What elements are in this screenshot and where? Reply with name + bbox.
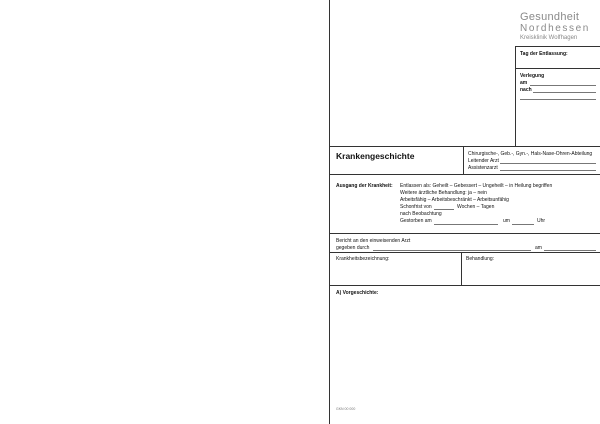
assistant-physician-field[interactable] [500, 170, 596, 171]
header-divider [463, 146, 464, 174]
outcome-died-um-label: um [503, 218, 510, 224]
chief-physician-field[interactable] [500, 163, 596, 164]
header-top-rule [329, 146, 600, 147]
report-am-label: am [535, 245, 542, 251]
form-code: GKN 00 000 [336, 407, 356, 411]
outcome-further-treatment: Weitere ärztliche Behandlung: ja – nein [400, 190, 487, 196]
transfer-nach-field[interactable] [533, 92, 596, 93]
transfer-am-label: am [520, 80, 528, 86]
info-box-divider [515, 46, 516, 146]
department-text: Chirurgische-, Geb.-, Gyn.-, Hals-Nase-Ohren-Abteilung [468, 151, 593, 157]
diagnosis-treatment-divider [461, 252, 462, 285]
report-label: Bericht an den einweisenden Arzt [336, 238, 411, 244]
died-on-date-field[interactable] [434, 224, 498, 225]
transfer-label: Verlegung [520, 73, 545, 79]
logo [520, 11, 600, 42]
logo-line-3: Kreisklinik Wolfhagen [520, 35, 578, 41]
assistant-physician-label: Assistenzarzt [468, 165, 498, 171]
outcome-observation: nach Beobachtung [400, 211, 442, 217]
info-box-top [515, 46, 600, 47]
logo-line-2: Nordhessen [520, 23, 590, 34]
outcome-work-ability: Arbeitsfähig – Arbeitsbeschränkt – Arbeitsunfähig [400, 197, 509, 203]
history-label: A) Vorgeschichte: [336, 290, 379, 296]
chief-physician-label: Leitender Arzt [468, 158, 499, 164]
transfer-extra-field[interactable] [520, 99, 596, 100]
treatment-label: Behandlung: [466, 256, 495, 262]
report-date-field[interactable] [544, 250, 596, 251]
form-left-border [329, 0, 330, 424]
page-title: Krankengeschichte [336, 151, 415, 161]
outcome-died-uhr-label: Uhr [537, 218, 546, 224]
header-bottom-rule [329, 174, 600, 175]
diagnosis-label: Krankheitsbezeichnung: [336, 256, 390, 262]
report-given-by-field[interactable] [373, 250, 531, 251]
rest-period-field[interactable] [434, 209, 454, 210]
outcome-rest-period-label: Schonfrist von [400, 204, 432, 210]
discharge-separator [515, 68, 600, 69]
outcome-label: Ausgang der Krankheit: [336, 183, 393, 189]
report-given-by-label: gegeben durch [336, 245, 370, 251]
outcome-bottom-rule [329, 233, 600, 234]
outcome-discharged-as: Entlassen als: Geheilt – Gebessert – Ungeheilt – in Heilung begriffen [400, 183, 553, 189]
died-time-field[interactable] [512, 224, 534, 225]
report-bottom-rule [329, 252, 600, 253]
diagnosis-bottom-rule [329, 285, 600, 286]
logo-line-1: Gesundheit [520, 11, 580, 23]
discharge-date-label: Tag der Entlassung: [520, 51, 568, 57]
outcome-rest-period-unit: Wochen – Tagen [457, 204, 495, 210]
outcome-died-on-label: Gestorben am [400, 218, 432, 224]
transfer-nach-label: nach [520, 87, 532, 93]
transfer-am-field[interactable] [530, 85, 596, 86]
